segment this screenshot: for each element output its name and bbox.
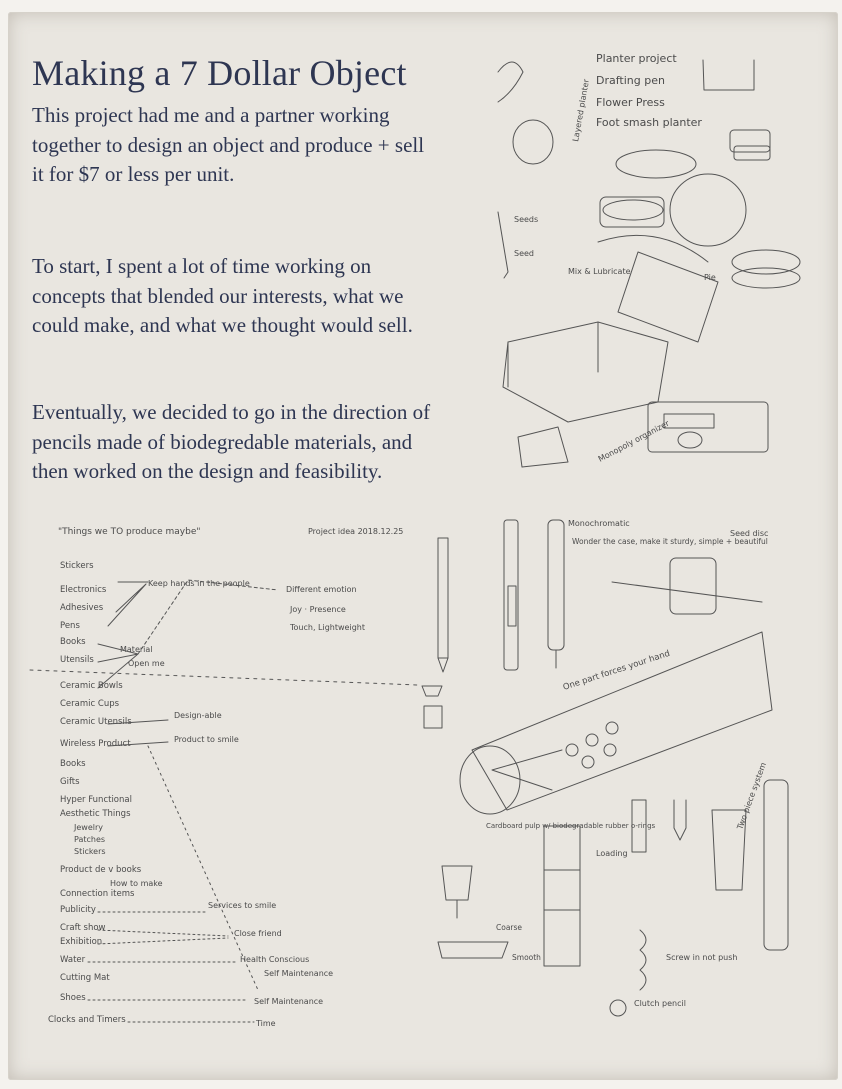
mindmap-item: Electronics bbox=[60, 585, 107, 595]
mindmap-item: Connection items bbox=[60, 889, 135, 899]
pencil-note: Monochromatic bbox=[568, 519, 630, 528]
sketch-note: Seeds bbox=[514, 215, 539, 224]
pencil-note: Two piece system bbox=[735, 761, 769, 831]
mindmap-item: Adhesives bbox=[60, 603, 104, 613]
mindmap-item: Stickers bbox=[74, 847, 106, 856]
mindmap-label: Self Maintenance bbox=[264, 969, 334, 978]
sketch-note: Seed bbox=[514, 249, 534, 258]
mindmap-label: Design-able bbox=[174, 711, 222, 720]
mindmap-item: Utensils bbox=[60, 655, 94, 665]
sketch-list-item: Drafting pen bbox=[596, 74, 665, 87]
concepts-paragraph: To start, I spent a lot of time working on concepts that blended our interests, what we could make, and what we thought would sell. bbox=[32, 254, 413, 337]
pencil-note: Clutch pencil bbox=[634, 999, 686, 1008]
mindmap-item: Wireless Product bbox=[60, 739, 131, 749]
mindmap-item: Shoes bbox=[60, 993, 86, 1003]
sketch-note: Layered planter bbox=[571, 78, 591, 143]
pencil-note: Cardboard pulp w/ biodegradable rubber o-rings bbox=[486, 822, 656, 830]
pencil-note: One part forces your hand bbox=[561, 648, 672, 693]
mindmap-item: Cutting Mat bbox=[60, 973, 110, 983]
mindmap-item: Books bbox=[60, 637, 86, 647]
mindmap-label: Product to smile bbox=[174, 735, 239, 744]
page-title: Making a 7 Dollar Object bbox=[32, 53, 407, 93]
mindmap-label: Health Conscious bbox=[240, 955, 310, 964]
mindmap-item: Exhibition bbox=[60, 937, 103, 947]
mindmap-item: Aesthetic Things bbox=[60, 809, 131, 819]
pencil-note: Seed disc bbox=[730, 529, 769, 538]
mindmap-item: Ceramic Cups bbox=[60, 699, 120, 709]
mindmap-label: How to make bbox=[110, 879, 163, 888]
mindmap-item: Product de v books bbox=[60, 865, 142, 875]
concept-sketch bbox=[478, 42, 818, 482]
mindmap-label: Keep hands in the people bbox=[148, 579, 250, 588]
mindmap-item: Craft show bbox=[60, 923, 106, 933]
sketch-note: Monopoly organizer bbox=[596, 418, 671, 464]
mindmap-item: Water bbox=[60, 955, 86, 965]
mindmap-item: Ceramic Bowls bbox=[60, 681, 123, 691]
pencil-note: Coarse bbox=[496, 923, 523, 932]
mindmap-item: Patches bbox=[74, 835, 106, 844]
sketch-note: Mix & Lubricate bbox=[568, 267, 631, 276]
mindmap-item: Stickers bbox=[60, 561, 94, 571]
sketch-list-item: Foot smash planter bbox=[596, 116, 702, 129]
intro-paragraph: This project had me and a partner working together to design an object and produce + sell it for $7 or less per unit. bbox=[32, 103, 425, 186]
mindmap-item: Hyper Functional bbox=[60, 795, 132, 805]
mindmap-sketch bbox=[28, 520, 418, 1040]
mindmap-item: Gifts bbox=[60, 777, 80, 787]
pencil-note: Loading bbox=[596, 849, 628, 858]
mindmap-date: Project idea 2018.12.25 bbox=[308, 527, 404, 536]
mindmap-item: Books bbox=[60, 759, 86, 769]
mindmap-label: Material bbox=[120, 645, 153, 654]
mindmap-item: Jewelry bbox=[74, 823, 103, 832]
mindmap-item: Clocks and Timers bbox=[48, 1015, 126, 1025]
mindmap-label: Joy · Presence bbox=[290, 605, 346, 614]
sketch-list-item: Flower Press bbox=[596, 96, 665, 109]
mindmap-label: Open me bbox=[128, 659, 165, 668]
mindmap-item: Pens bbox=[60, 621, 80, 631]
pencil-sketch bbox=[412, 510, 832, 1040]
mindmap-label: Self Maintenance bbox=[254, 997, 324, 1006]
sketch-note: Pie bbox=[704, 273, 716, 282]
sketch-list-item: Planter project bbox=[596, 52, 677, 65]
pencil-note: Screw in not push bbox=[666, 953, 738, 962]
mindmap-label: Services to smile bbox=[208, 901, 277, 910]
pencil-note: Smooth bbox=[512, 953, 541, 962]
mindmap-label: Touch, Lightweight bbox=[290, 623, 365, 632]
direction-paragraph: Eventually, we decided to go in the direction of pencils made of biodegredable materials, and then worked on the design and feasibility. bbox=[32, 400, 431, 483]
mindmap-label: Different emotion bbox=[286, 585, 357, 594]
mindmap-label: Close friend bbox=[234, 929, 282, 938]
mindmap-label: Time bbox=[256, 1019, 276, 1028]
mindmap-header: "Things we TO produce maybe" bbox=[58, 527, 201, 537]
mindmap-item: Publicity bbox=[60, 905, 96, 915]
mindmap-item: Ceramic Utensils bbox=[60, 717, 132, 727]
pencil-note: Wonder the case, make it sturdy, simple + beautiful bbox=[572, 537, 768, 546]
